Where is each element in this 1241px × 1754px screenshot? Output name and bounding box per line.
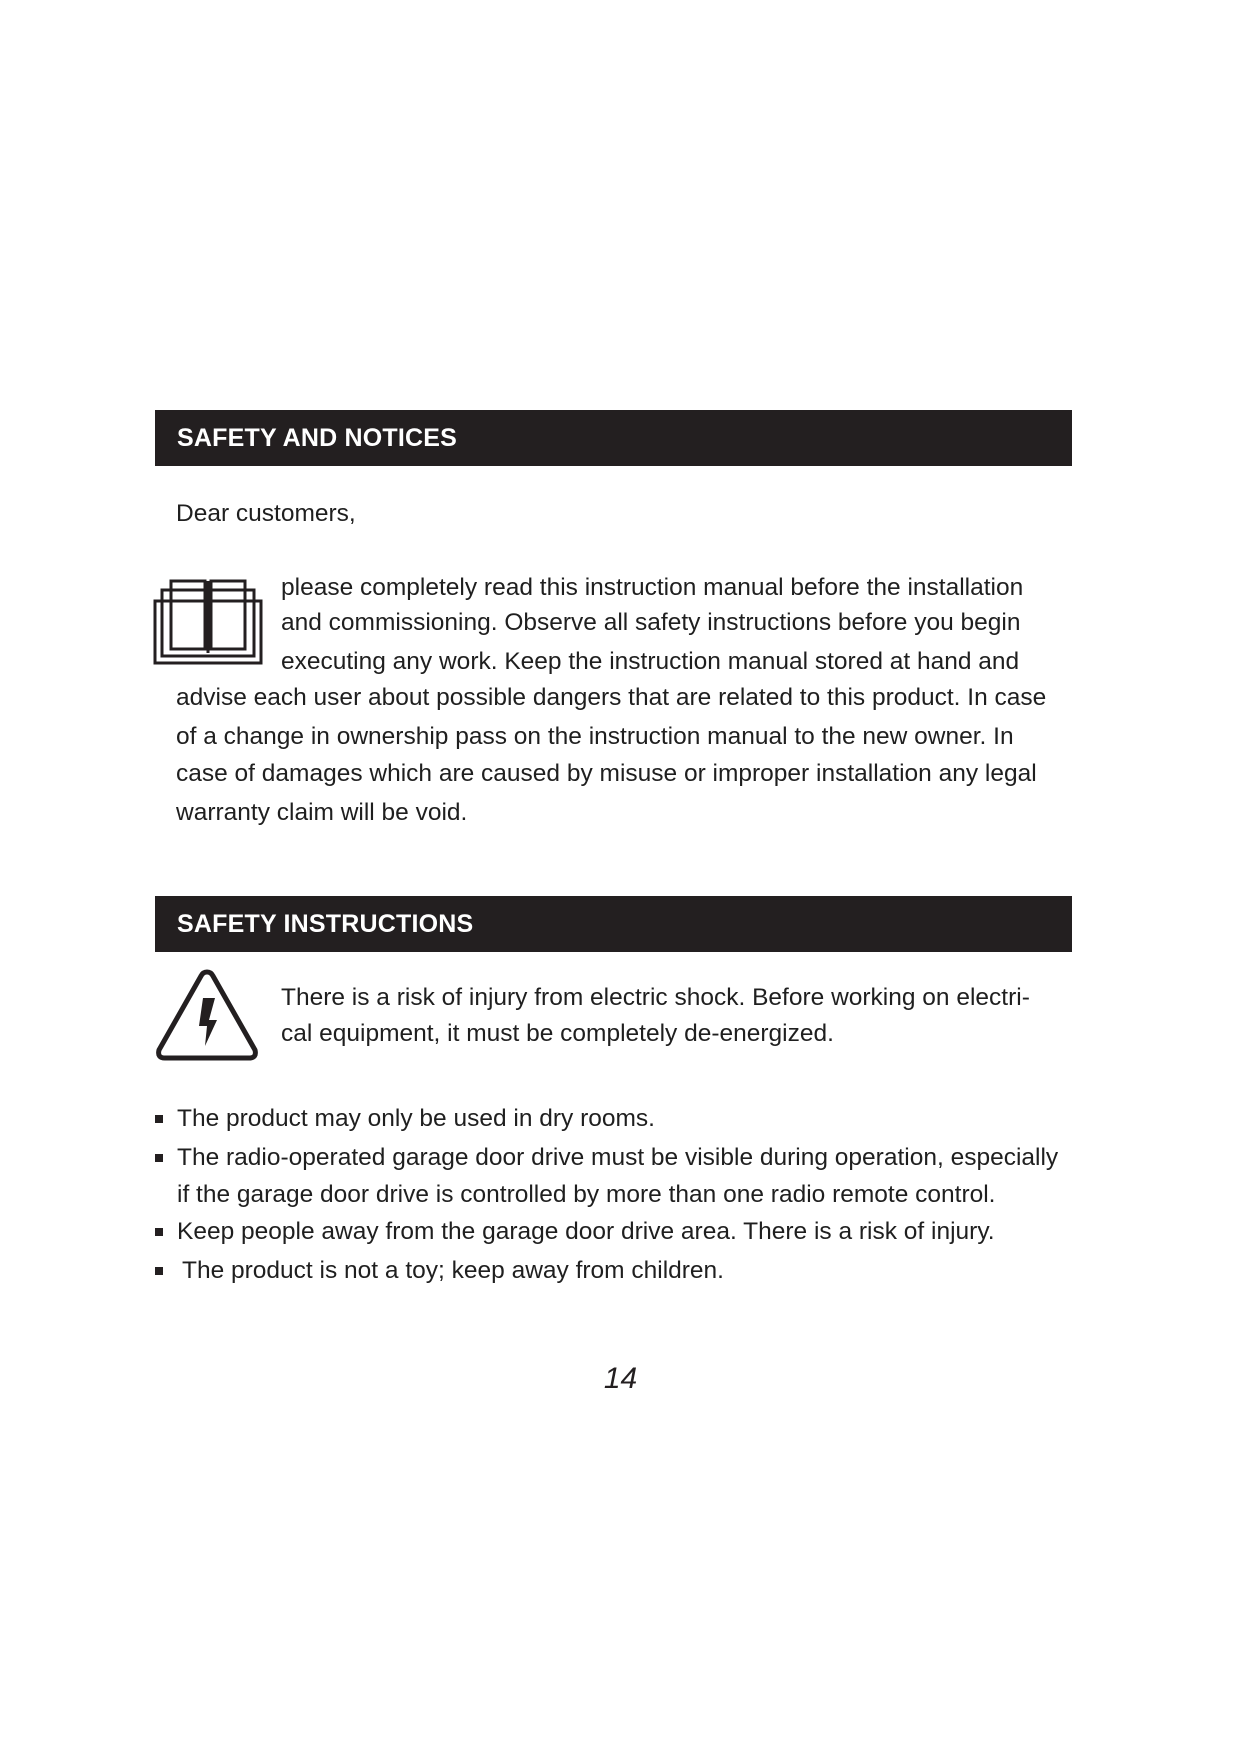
bullet-text: The radio-operated garage door drive must be visible during operation, especially [177,1144,1059,1171]
greeting: Dear customers, [176,500,356,527]
paragraph-line-1: please completely read this instruction manual before the installation [281,574,1024,601]
warning-line-1: There is a risk of injury from electric shock. Before working on electri- [281,984,1030,1011]
safety-bullet-list [155,1100,1075,1289]
bullet-square-icon [155,1154,163,1162]
bullet-square-icon [155,1267,163,1275]
page-number: 14 [603,1362,638,1395]
bullet-text: Keep people away from the garage door drive area. There is a risk of injury. [177,1218,995,1245]
list-item [155,1213,1075,1250]
bullet-text: The product may only be used in dry rooms. [177,1105,655,1132]
list-item [155,1139,1075,1213]
bullet-square-icon [155,1228,163,1236]
paragraph-line-4: advise each user about possible dangers that are related to this product. In case [176,684,1047,711]
paragraph-line-3: executing any work. Keep the instruction manual stored at hand and [281,648,1020,675]
warning-line-2: cal equipment, it must be completely de-energized. [281,1020,834,1047]
electric-shock-warning-icon [153,966,261,1069]
paragraph-line-5: of a change in ownership pass on the instruction manual to the new owner. In [176,723,1014,750]
bullet-square-icon [155,1115,163,1123]
paragraph-line-6: case of damages which are caused by misuse or improper installation any legal [176,760,1037,787]
bullet-text: if the garage door drive is controlled by more than one radio remote control. [177,1181,996,1208]
paragraph-line-7: warranty claim will be void. [176,799,468,826]
list-item [155,1100,1075,1137]
section-heading-safety-and-notices: SAFETY AND NOTICES [155,410,1072,466]
list-item [155,1252,1075,1289]
section-heading-safety-instructions: SAFETY INSTRUCTIONS [155,896,1072,952]
bullet-text: The product is not a toy; keep away from children. [182,1257,724,1284]
paragraph-line-2: and commissioning. Observe all safety instructions before you begin [281,609,1021,636]
open-book-icon [153,573,265,670]
